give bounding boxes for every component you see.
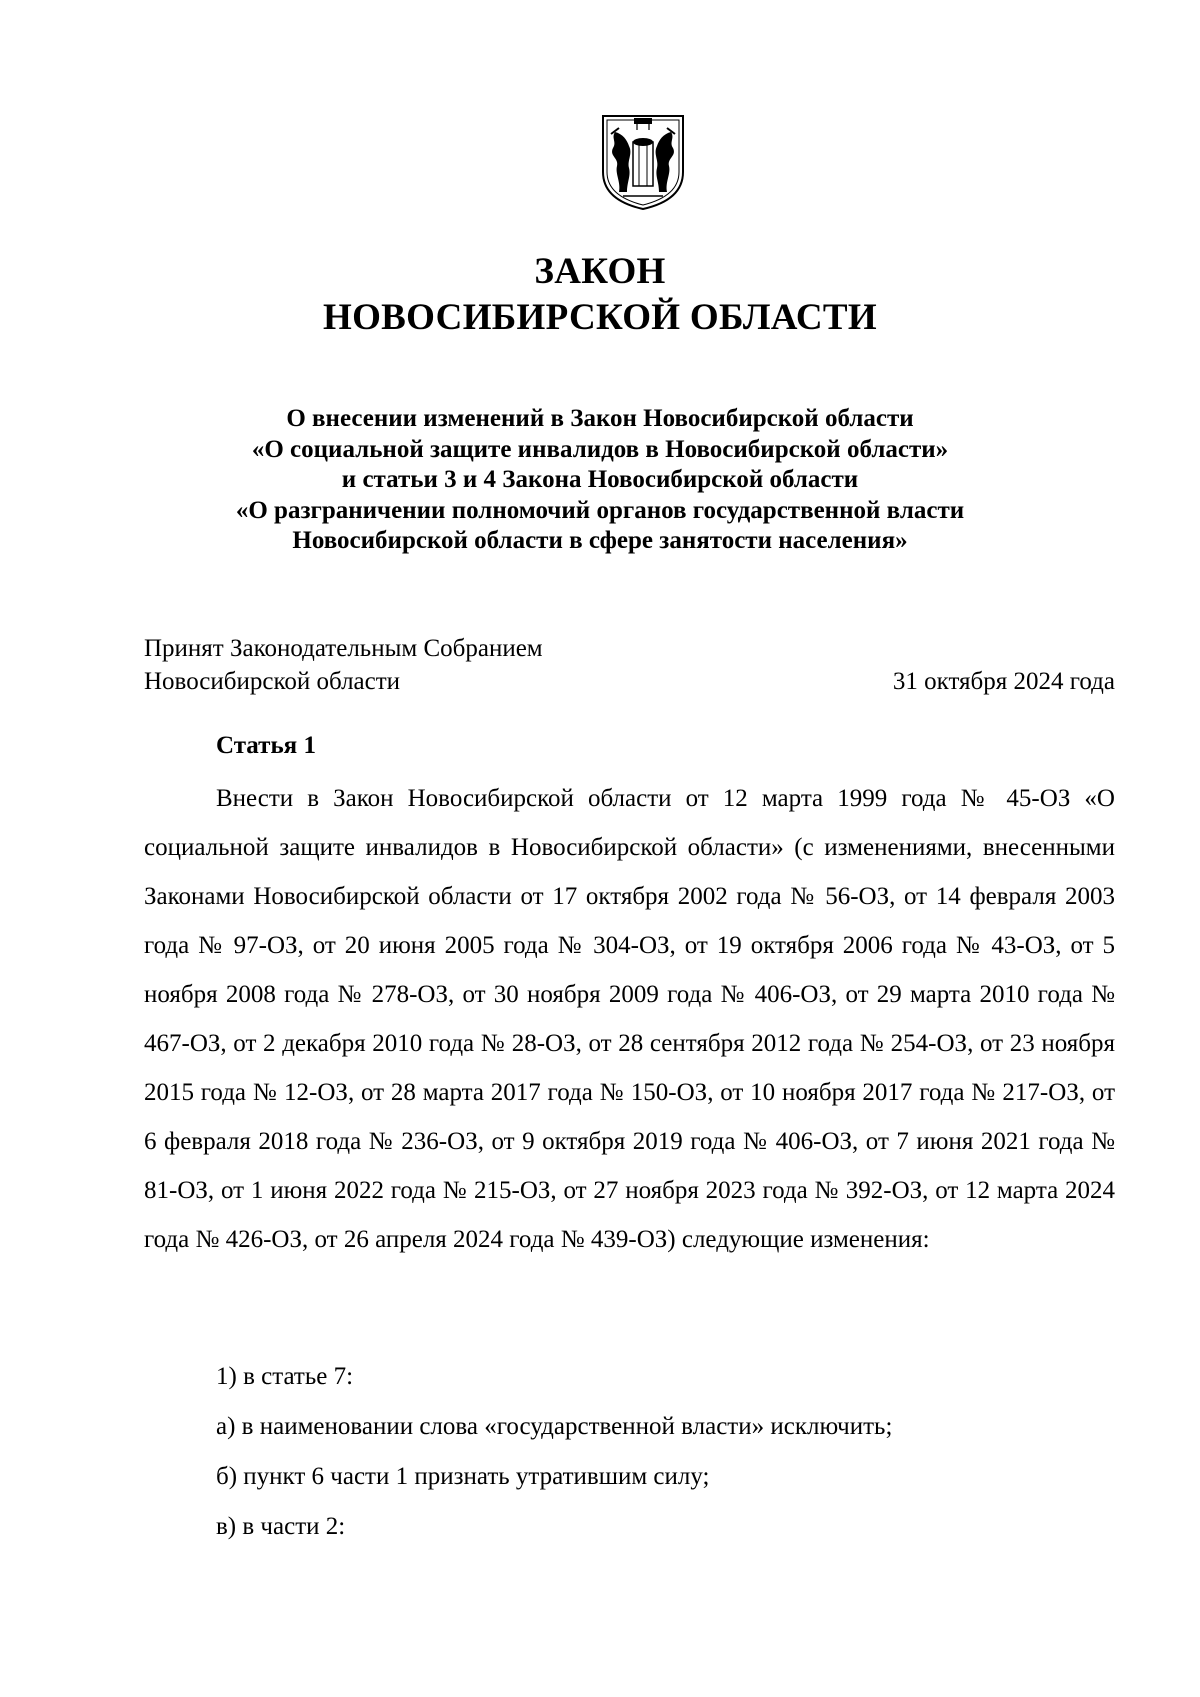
adoption-date: 31 октября 2024 года — [892, 668, 1115, 695]
list-item: в) в части 2: — [216, 1513, 346, 1540]
subject-line: О внесении изменений в Закон Новосибирской области — [286, 405, 914, 432]
article-heading: Статья 1 — [216, 732, 316, 759]
subject-line: Новосибирской области в сфере занятости населения» — [292, 527, 908, 554]
adopted-by — [144, 632, 543, 698]
adopted-line2: Новосибирской области — [144, 668, 401, 695]
list-item: а) в наименовании слова «государственной власти» исключить; — [216, 1413, 893, 1440]
subject-line: «О социальной защите инвалидов в Новосибирской области» — [251, 435, 949, 463]
list-item: 1) в статье 7: — [216, 1363, 354, 1390]
law-subject — [100, 404, 1100, 557]
law-title-line2: НОВОСИБИРСКОЙ ОБЛАСТИ — [323, 297, 877, 338]
coat-of-arms-icon — [597, 112, 689, 212]
list-item: б) пункт 6 части 1 признать утратившим силу; — [216, 1463, 710, 1490]
law-title-line1: ЗАКОН — [534, 251, 666, 292]
article-paragraph: Внести в Закон Новосибирской области от 12 марта 1999 года № 45-ОЗ «О социальной защите инвалидов в Новосибирской области» (с изменениями, внесенными Законами Новосибирской области от 17 октября 2002 года № 56-ОЗ, от 14 февраля 2003 года № 97-ОЗ, от 20 июня 2005 года № 304-ОЗ, от 19 октября 2006 года № 43-ОЗ, от 5 ноября 2008 года № 278-ОЗ, от 30 ноября 2009 года № 406-ОЗ, от 29 марта 2010 года № 467-ОЗ, от 2 декабря 2010 года № 28-ОЗ, от 28 сентября 2012 года № 254-ОЗ, от 23 ноября 2015 года № 12-ОЗ, от 28 марта 2017 года № 150-ОЗ, от 10 ноября 2017 года № 217-ОЗ, от 6 февраля 2018 года № 236-ОЗ, от 9 октября 2019 года № 406-ОЗ, от 7 июня 2021 года № 81-ОЗ, от 1 июня 2022 года № 215-ОЗ, от 27 ноября 2023 года № 392-ОЗ, от 12 марта 2024 года № 426-ОЗ, от 26 апреля 2024 года № 439-ОЗ) следующие изменения: — [144, 785, 1115, 1253]
subject-line: и статьи 3 и 4 Закона Новосибирской области — [341, 466, 859, 493]
subject-line: «О разграничении полномочий органов государственной власти — [235, 496, 965, 524]
adopted-line1: Принят Законодательным Собранием — [144, 635, 543, 662]
